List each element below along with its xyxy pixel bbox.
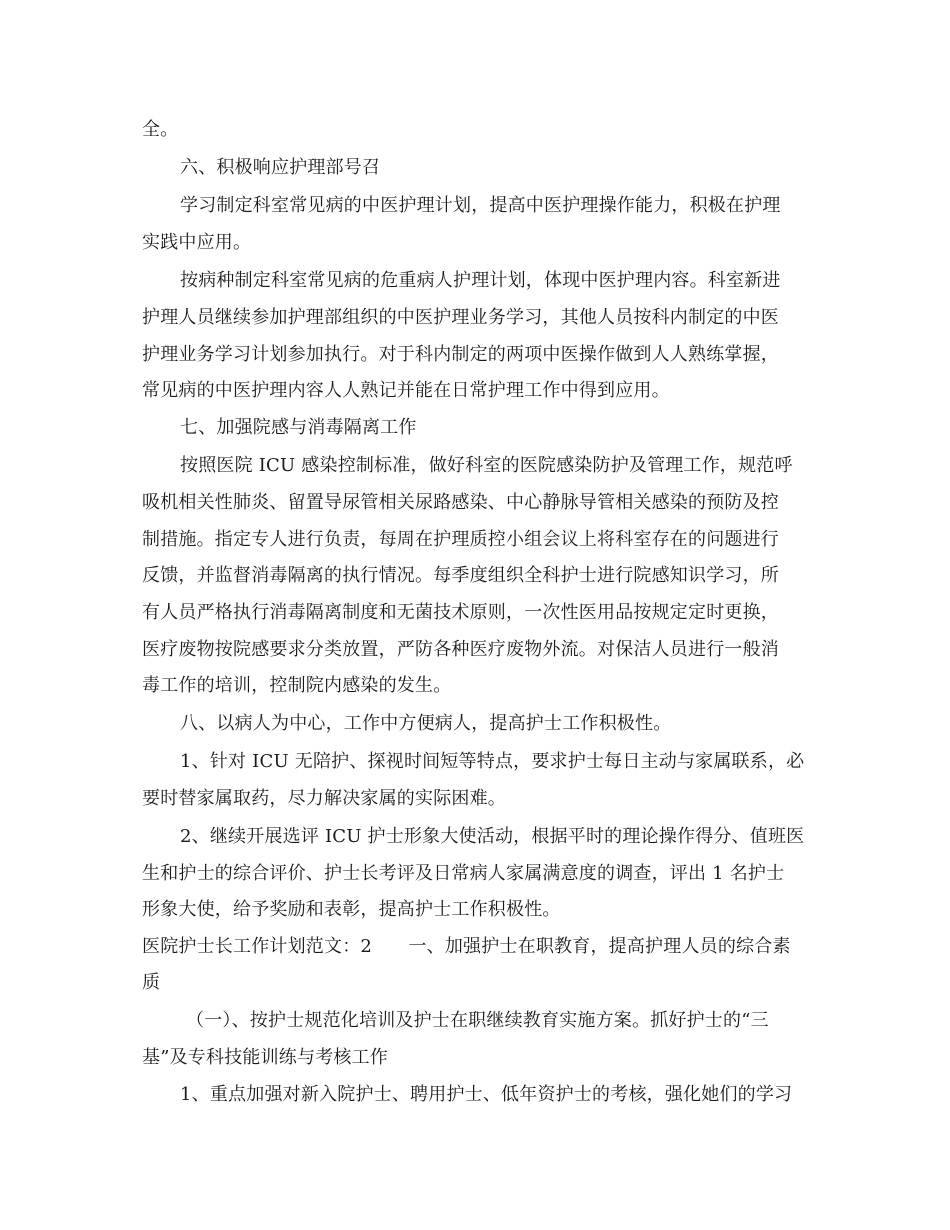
text-line: 全。 [142, 119, 179, 140]
text-line: 按照医院 ICU 感染控制标准，做好科室的医院感染防护及管理工作，规范呼 [180, 455, 793, 476]
section-heading: 八、以病人为中心，工作中方便病人，提高护士工作积极性。 [180, 713, 672, 734]
text-line: 1、重点加强对新入院护士、聘用护士、低年资护士的考核，强化她们的学习 [180, 1084, 793, 1105]
text-line: 实践中应用。 [142, 232, 252, 253]
text-line: 毒工作的培训，控制院内感染的发生。 [142, 675, 452, 696]
section-heading: 六、积极响应护理部号召 [180, 157, 381, 178]
text-line: 制措施。指定专人进行负责，每周在护理质控小组会议上将科室存在的问题进行 [142, 529, 779, 550]
text-line: 要时替家属取药，尽力解决家属的实际困难。 [142, 788, 506, 809]
text-line: 按病种制定科室常见病的危重病人护理计划，体现中医护理内容。科室新进 [180, 270, 781, 291]
text-line: 形象大使，给予奖励和表彰，提高护士工作积极性。 [142, 899, 561, 920]
text-line: 基”及专科技能训练与考核工作 [142, 1047, 389, 1068]
article-title-line: 医院护士长工作计划范文：2 一、加强护士在职教育，提高护理人员的综合素 [142, 936, 791, 957]
subsection-heading: （一）、按护士规范化培训及护士在职继续教育实施方案。抓好护士的“三 [186, 1010, 769, 1031]
text-line: 有人员严格执行消毒隔离制度和无菌技术原则，一次性医用品按规定定时更换， [142, 602, 779, 623]
text-line: 常见病的中医护理内容人人熟记并能在日常护理工作中得到应用。 [142, 380, 670, 401]
text-line: 1、针对 ICU 无陪护、探视时间短等特点，要求护士每日主动与家属联系，必 [180, 751, 805, 772]
text-line: 2、继续开展选评 ICU 护士形象大使活动，根据平时的理论操作得分、值班医 [180, 826, 805, 847]
text-line: 反馈，并监督消毒隔离的执行情况。每季度组织全科护士进行院感知识学习，所 [142, 565, 779, 586]
text-line: 护理业务学习计划参加执行。对于科内制定的两项中医操作做到人人熟练掌握， [142, 344, 779, 365]
text-line: 生和护士的综合评价、护士长考评及日常病人家属满意度的调查，评出 1 名护士 [142, 863, 785, 884]
text-line: 护理人员继续参加护理部组织的中医护理业务学习，其他人员按科内制定的中医 [142, 307, 779, 328]
text-line: 学习制定科室常见病的中医护理计划，提高中医护理操作能力，积极在护理 [180, 195, 781, 216]
text-line: 医疗废物按院感要求分类放置，严防各种医疗废物外流。对保洁人员进行一般消 [142, 639, 779, 660]
text-line: 吸机相关性肺炎、留置导尿管相关尿路感染、中心静脉导管相关感染的预防及控 [142, 492, 779, 513]
text-line: 质 [142, 972, 161, 993]
section-heading: 七、加强院感与消毒隔离工作 [180, 417, 417, 438]
